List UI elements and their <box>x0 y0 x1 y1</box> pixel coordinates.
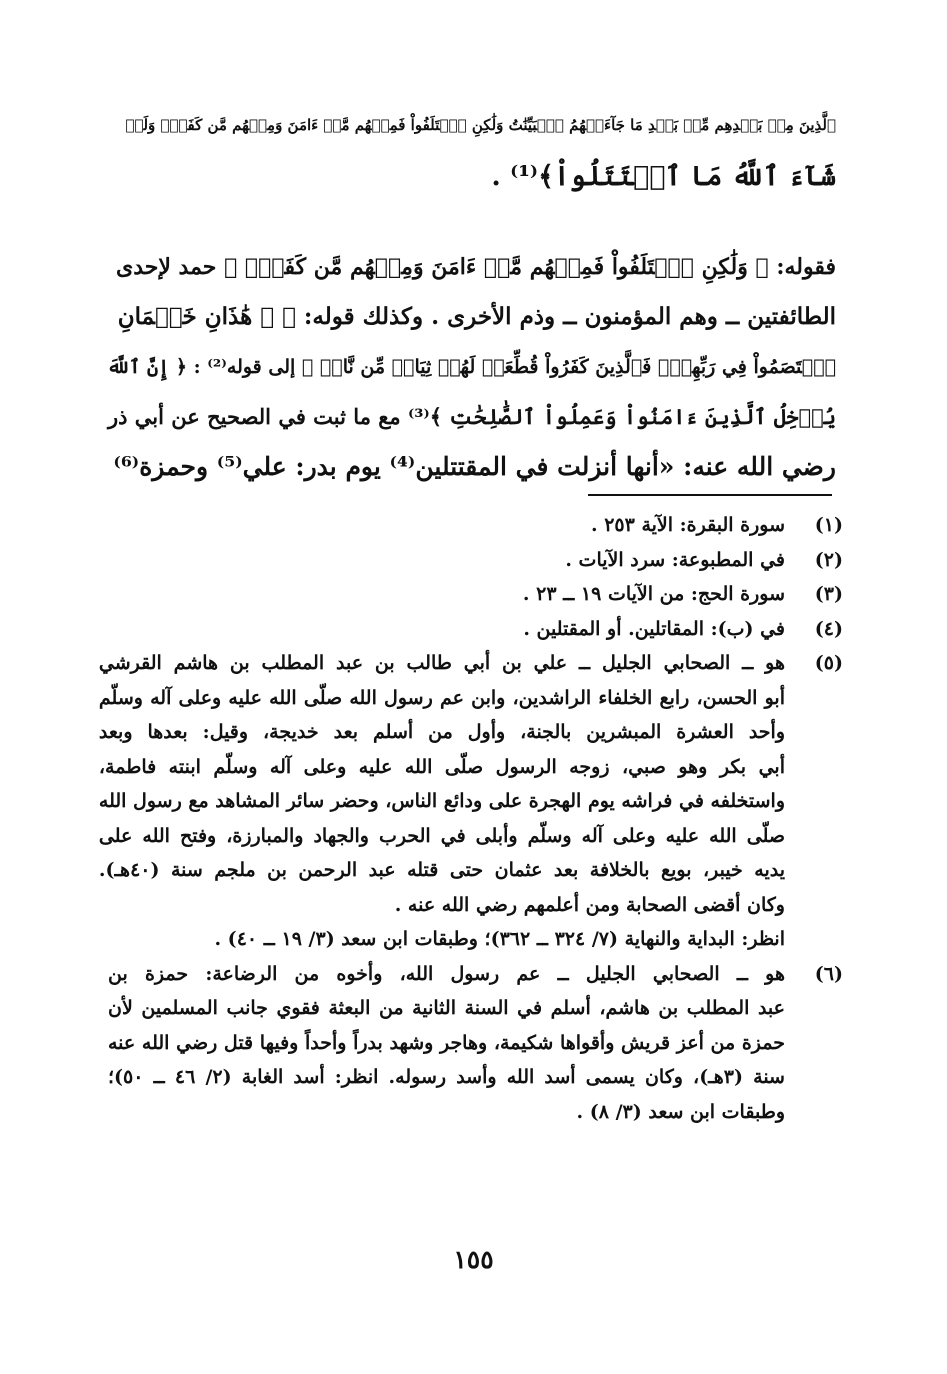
quran-line: شَآءَ ٱللَّهُ مَا ٱقۡتَتَلُواْ﴾⁽¹⁾ . <box>491 161 836 192</box>
quran-verse-block <box>108 100 836 202</box>
footnote-line: عبد المطلب بن هاشم، أسلم في السنة الثانية من البعثة فقوي جانب المسلمين لأن <box>108 997 785 1019</box>
footnote-line: يديه خيبر، بويع بالخلافة بعد عثمان حتى قتله عبد الرحمن بن ملجم سنة (٤٠هـ). <box>98 859 785 881</box>
footnote-number: (٣) <box>814 583 843 605</box>
footnote-2 <box>108 543 843 578</box>
footnote-line: أبو الحسن، رابع الخلفاء الراشدين، وابن عم رسول الله صلّى الله عليه وعلى آله وسلّم <box>98 686 785 709</box>
page-number: ١٥٥ <box>453 1245 494 1274</box>
footnote-number: (٦) <box>814 962 843 985</box>
main-line: يُدۡخِلُ ٱلَّذِينَ ءَامَنُواْ وَعَمِلُواْ ٱلصَّٰلِحَٰتِ ﴾⁽³⁾ مع ما ثبت في الصحيح عن أبي ذر <box>108 404 836 429</box>
footnote-separator <box>588 494 832 496</box>
footnote-line: سورة البقرة: الآية ٢٥٣ . <box>590 514 785 536</box>
main-line: فقوله: ﴿ وَلَٰكِنِ ٱخۡتَلَفُواْ فَمِنۡهُم مَّنۡ ءَامَنَ وَمِنۡهُم مَّن كَفَرَۚ ﴾ حمد لإحدى <box>115 254 836 280</box>
footnote-line: انظر: البداية والنهاية (٧/ ٣٢٤ ــ ٣٦٢)؛ وطبقات ابن سعد (٣/ ١٩ ــ ٤٠) . <box>214 928 785 950</box>
footnote-line: وطبقات ابن سعد (٣/ ٨) . <box>576 1100 785 1123</box>
footnote-line: صلّى الله عليه وعلى آله وسلّم وأبلى في الحرب والجهاد والمبارزة، وفتح الله على <box>98 824 785 847</box>
footnote-line: أبي بكر وهو صبي، زوجه الرسول صلّى الله عليه وعلى آله وسلّم ابنته فاطمة، <box>98 755 785 778</box>
footnote-line: هو ــ الصحابي الجليل ــ علي بن أبي طالب بن عبد المطلب بن هاشم القرشي <box>98 652 785 674</box>
footnote-4 <box>108 612 843 647</box>
footnote-line: حمزة من أعز قريش وأقواها شكيمة، وهاجر وشهد بدراً وأحداً وفيها قتل رضي الله عنه <box>108 1031 785 1054</box>
footnote-1 <box>108 508 843 543</box>
footnote-number: (٥) <box>814 652 843 674</box>
main-line: رضي الله عنه: «أنها أنزلت في المقتتلين⁽⁴⁾ يوم بدر: علي⁽⁵⁾ وحمزة⁽⁶⁾ <box>113 452 836 481</box>
main-line: الطائفتين ــ وهم المؤمنون ــ وذم الأخرى . وكذلك قوله: ﴿ ۞ هَٰذَانِ خَصۡمَانِ <box>117 303 836 330</box>
footnote-number: (٢) <box>814 548 843 571</box>
footnote-line: في (ب): المقاتلين. أو المقتلين . <box>523 617 785 640</box>
footnote-line: في المطبوعة: سرد الآيات . <box>565 548 785 571</box>
footnote-line: سورة الحج: من الآيات ١٩ ــ ٢٣ . <box>522 583 785 605</box>
footnote-number: (١) <box>814 514 843 536</box>
footnote-line: وأحد العشرة المبشرين بالجنة، وأول من أسلم بعد خديجة، وقيل: بعدها وبعد <box>98 721 785 743</box>
footnotes <box>98 508 843 1129</box>
main-line: ٱخۡتَصَمُواْ فِي رَبِّهِمۡۖ فَٱلَّذِينَ كَفَرُواْ قُطِّعَتۡ لَهُمۡ ثِيَابٞ مِّن نَّارٖ ﴾ إلى قوله⁽²⁾ : ﴿ إِنَّ ٱللَّهَ <box>106 356 836 378</box>
footnote-line: سنة (٣هـ)، وكان يسمى أسد الله وأسد رسوله. انظر: أسد الغابة (٢/ ٤٦ ــ ٥٠)؛ <box>108 1066 785 1088</box>
footnote-number: (٤) <box>814 617 843 640</box>
footnote-5 <box>98 646 843 957</box>
footnote-line: واستخلفه في فراشه يوم الهجرة على ودائع الناس، وحضر سائر المشاهد مع رسول الله <box>98 790 785 812</box>
main-paragraph <box>108 242 836 492</box>
footnote-line: وكان أقضى الصحابة ومن أعلمهم رضي الله عنه . <box>394 893 785 916</box>
footnote-3 <box>108 577 843 612</box>
footnote-6 <box>108 957 843 1130</box>
quran-line: ٱلَّذِينَ مِنۢ بَعۡدِهِم مِّنۢ بَعۡدِ مَا جَآءَتۡهُمُ ٱلۡبَيِّنَٰتُ وَلَٰكِنِ ٱخۡتَلَفُواْ فَمِنۡهُم مَّنۡ ءَامَنَ وَمِنۡهُم مَّن كَفَرَۚ وَلَوۡ <box>125 116 836 134</box>
footnote-line: هو ــ الصحابي الجليل ــ عم رسول الله، وأخوه من الرضاعة: حمزة بن <box>108 962 785 985</box>
